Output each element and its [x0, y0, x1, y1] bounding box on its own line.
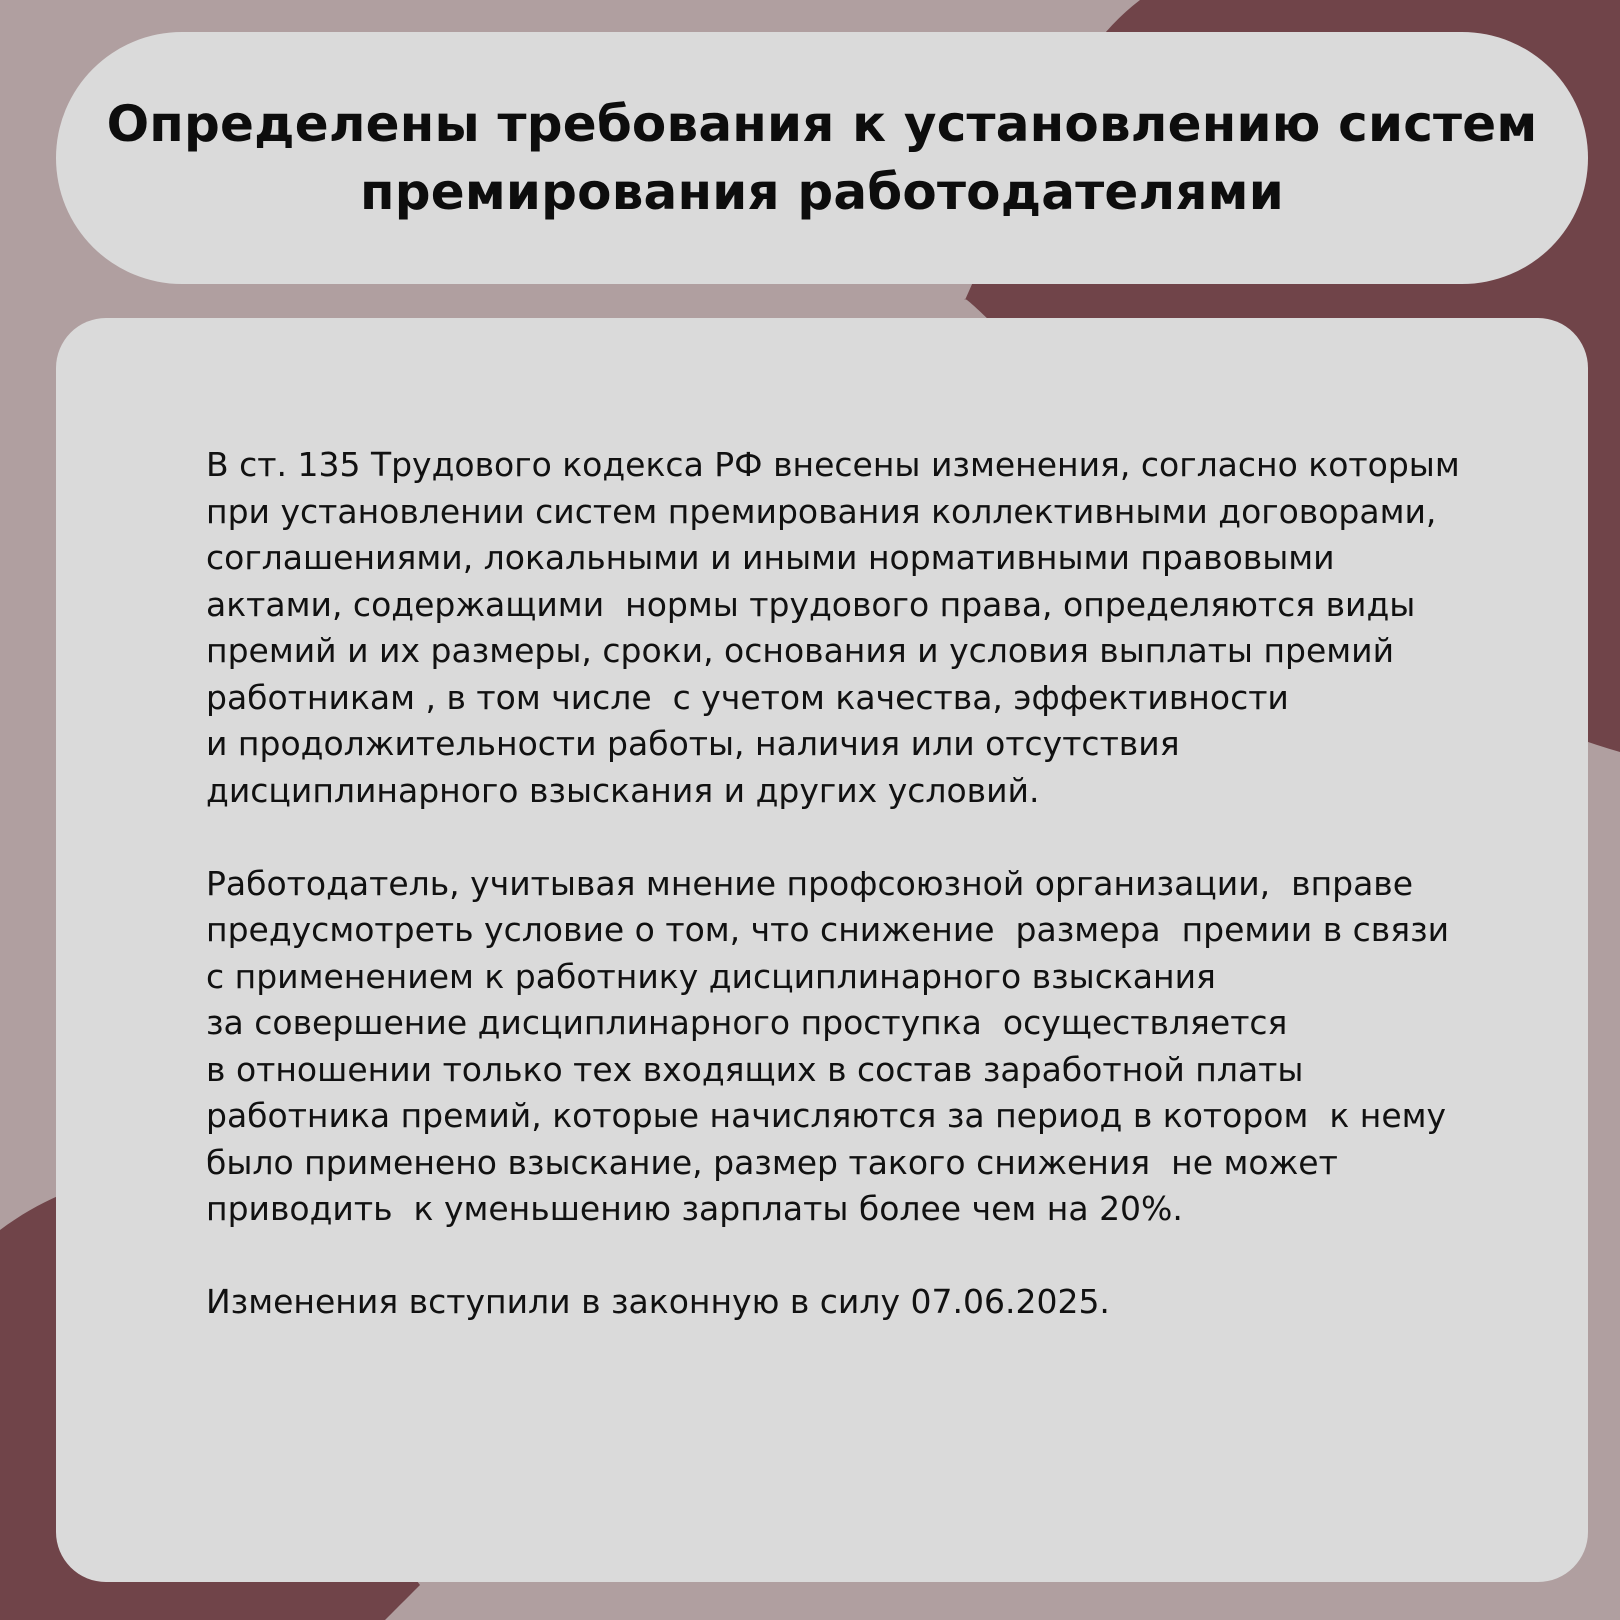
title-line: премирования работодателями: [360, 163, 1284, 221]
text-line: при установлении систем премирования коллективными договорами,: [206, 491, 1437, 531]
paragraph-1: [206, 442, 1506, 814]
text-line: актами, содержащими нормы трудового права, определяются виды: [206, 584, 1416, 624]
article-body: [206, 442, 1506, 1372]
page-title: [107, 90, 1538, 226]
title-banner: [56, 32, 1588, 284]
text-line: работника премий, которые начисляются за период в котором к нему: [206, 1096, 1447, 1135]
text-line: Работодатель, учитывая мнение профсоюзной организации, вправе: [206, 863, 1414, 903]
text-line: приводить к уменьшению зарплаты более чем на 20%.: [206, 1189, 1183, 1228]
paragraph-2: [206, 861, 1506, 1233]
text-line: дисциплинарного взыскания и других условий.: [206, 770, 1040, 810]
text-line: в отношении только тех входящих в состав заработной платы: [206, 1049, 1304, 1089]
text-line: Изменения вступили в законную в силу 07.06.2025.: [206, 1282, 1110, 1321]
content-card: [56, 318, 1588, 1582]
text-line: В ст. 135 Трудового кодекса РФ внесены изменения, согласно которым: [206, 445, 1460, 484]
title-line: Определены требования к установлению систем: [106, 95, 1538, 153]
paragraph-3: [206, 1279, 1506, 1326]
text-line: было применено взыскание, размер такого снижения не может: [206, 1142, 1338, 1182]
text-line: работникам , в том числе с учетом качества, эффективности: [206, 677, 1289, 717]
text-line: за совершение дисциплинарного проступка осуществляется: [206, 1003, 1288, 1042]
text-line: с применением к работнику дисциплинарного взыскания: [206, 956, 1216, 996]
text-line: предусмотреть условие о том, что снижение размера премии в связи: [206, 910, 1450, 949]
text-line: премий и их размеры, сроки, основания и условия выплаты премий: [206, 631, 1395, 670]
text-line: соглашениями, локальными и иными нормативными правовыми: [206, 538, 1335, 577]
text-line: и продолжительности работы, наличия или отсутствия: [206, 724, 1180, 763]
